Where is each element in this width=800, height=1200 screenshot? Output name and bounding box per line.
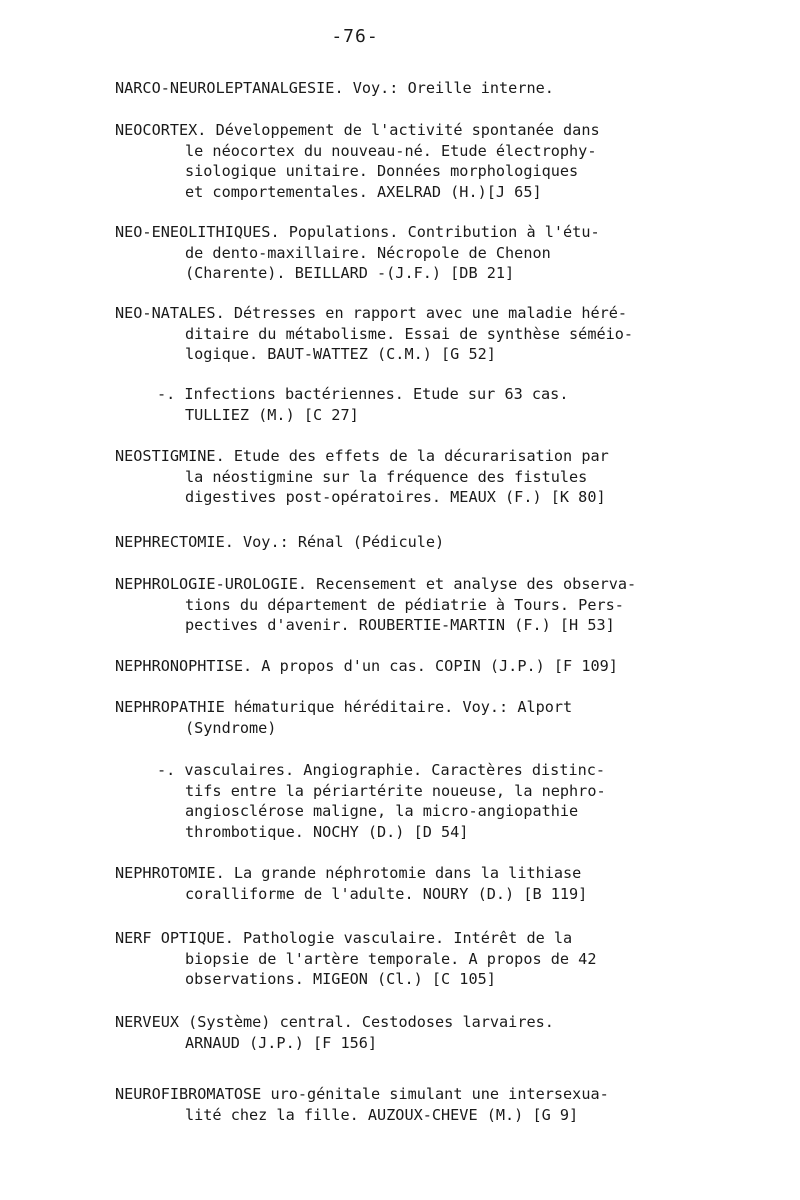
index-entry [115, 532, 444, 553]
entry-line: angiosclérose maligne, la micro-angiopathie [185, 802, 579, 820]
entry-line: logique. BAUT-WATTEZ (C.M.) [G 52] [185, 345, 496, 363]
entry-line: lité chez la fille. AUZOUX-CHEVE (M.) [G 9] [185, 1105, 579, 1124]
entry-line: NARCO-NEUROLEPTANALGESIE. Voy.: Oreille interne. [115, 79, 554, 97]
page-number: -76- [331, 26, 379, 47]
entry-line: NEUROFIBROMATOSE uro-génitale simulant une intersexua- [115, 1085, 609, 1103]
entry-line: siologique unitaire. Données morphologiques [185, 162, 579, 180]
entry-line: NEPHROTOMIE. La grande néphrotomie dans la lithiase [115, 864, 582, 882]
index-entry [115, 120, 600, 202]
entry-line: ARNAUD (J.P.) [F 156] [185, 1033, 378, 1052]
index-entry [115, 760, 606, 842]
entry-line: NEPHROPATHIE hématurique héréditaire. Voy.: Alport [115, 698, 573, 716]
entry-line: NERF OPTIQUE. Pathologie vasculaire. Intérêt de la [115, 929, 573, 947]
entry-line: NEOSTIGMINE. Etude des effets de la décurarisation par [115, 447, 609, 465]
entry-line: tifs entre la périartérite noueuse, la nephro- [185, 781, 606, 800]
index-entry [115, 574, 636, 636]
index-entry [115, 656, 618, 677]
entry-line: coralliforme de l'adulte. NOURY (D.) [B 119] [185, 884, 588, 903]
index-entry [115, 1012, 554, 1053]
entry-line: TULLIEZ (M.) [C 27] [185, 405, 359, 424]
entry-line: NEPHRECTOMIE. Voy.: Rénal (Pédicule) [115, 533, 445, 551]
entry-line: le néocortex du nouveau-né. Etude électrophy- [185, 141, 597, 160]
entry-line: (Syndrome) [185, 718, 277, 737]
entry-line: -. vasculaires. Angiographie. Caractères distinc- [157, 761, 606, 779]
entry-line: la néostigmine sur la fréquence des fistules [185, 467, 588, 486]
index-entry [115, 222, 600, 284]
entry-line: thrombotique. NOCHY (D.) [D 54] [185, 822, 469, 841]
entry-line: ditaire du métabolisme. Essai de synthèse séméio- [185, 324, 634, 343]
index-entry [115, 1084, 609, 1125]
entry-line: observations. MIGEON (Cl.) [C 105] [185, 970, 496, 988]
entry-line: -. Infections bactériennes. Etude sur 63 cas. [157, 385, 569, 403]
index-entry [115, 697, 572, 738]
index-entry [115, 78, 554, 99]
entry-line: biopsie de l'artère temporale. A propos de 42 [185, 949, 597, 968]
entry-line: NEO-NATALES. Détresses en rapport avec une maladie héré- [115, 304, 628, 322]
entry-line: et comportementales. AXELRAD (H.)[J 65] [185, 182, 542, 201]
entry-line: NERVEUX (Système) central. Cestodoses larvaires. [115, 1013, 554, 1031]
entry-line: (Charente). BEILLARD -(J.F.) [DB 21] [185, 264, 515, 282]
entry-line: de dento-maxillaire. Nécropole de Chenon [185, 243, 551, 262]
index-entry [115, 384, 568, 425]
index-entry [115, 303, 633, 365]
entry-line: NEOCORTEX. Développement de l'activité spontanée dans [115, 121, 600, 139]
entry-line: NEPHRONOPHTISE. A propos d'un cas. COPIN (J.P.) [F 109] [115, 657, 618, 675]
entry-line: NEPHROLOGIE-UROLOGIE. Recensement et analyse des observa- [115, 575, 637, 593]
entry-line: NEO-ENEOLITHIQUES. Populations. Contribution à l'étu- [115, 223, 600, 241]
entry-line: tions du département de pédiatrie à Tours. Pers- [185, 595, 624, 614]
entry-line: pectives d'avenir. ROUBERTIE-MARTIN (F.) [H 53] [185, 616, 615, 634]
index-entry [115, 928, 596, 990]
index-entry [115, 446, 609, 508]
entry-line: digestives post-opératoires. MEAUX (F.) [K 80] [185, 488, 606, 506]
index-entry [115, 863, 587, 904]
